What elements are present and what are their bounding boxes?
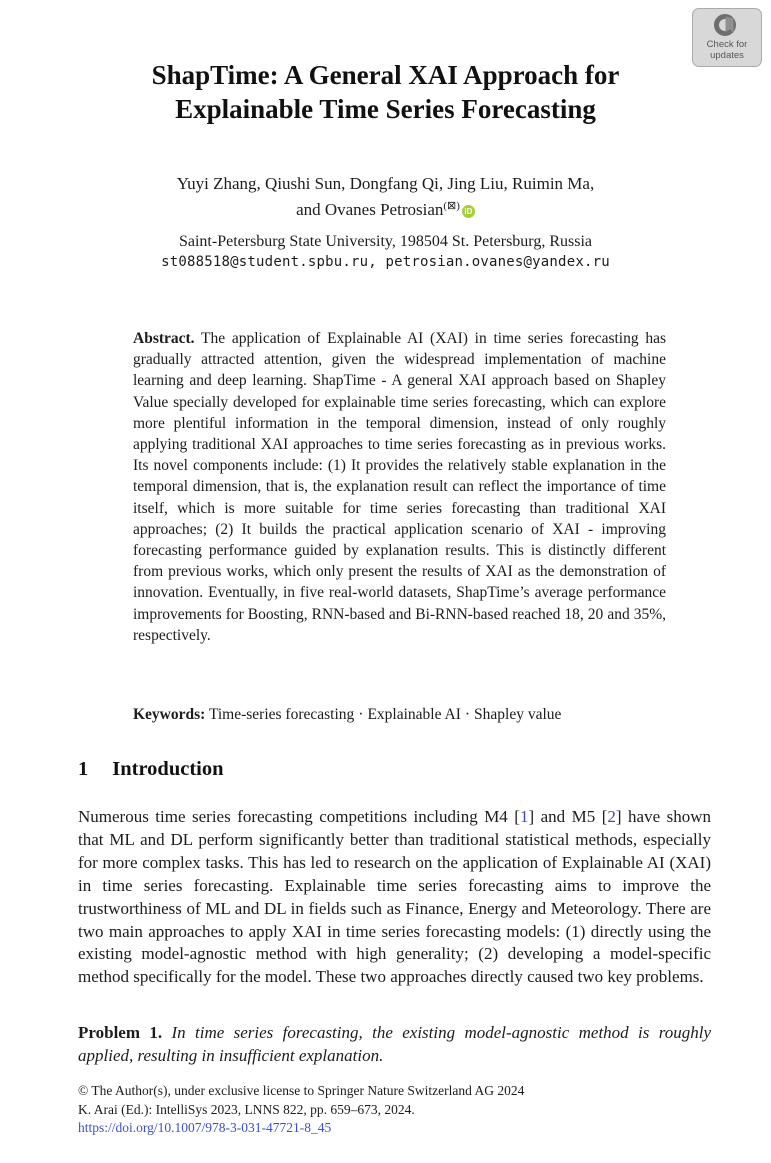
orcid-icon[interactable]: iD — [462, 205, 475, 218]
author-emails: st088518@student.spbu.ru, petrosian.ovanes@yandex.ru — [161, 254, 610, 270]
doi-link[interactable]: https://doi.org/10.1007/978-3-031-47721-8_45 — [78, 1120, 332, 1135]
footer — [78, 1082, 718, 1138]
keywords — [133, 706, 666, 724]
problem-1-paragraph — [78, 1022, 711, 1068]
intro-text: Numerous time series forecasting competitions including M4 [ — [78, 807, 520, 826]
paper-title-line1: ShapTime: A General XAI Approach for — [151, 60, 620, 90]
crossmark-icon — [712, 12, 742, 40]
abstract — [133, 328, 666, 646]
section-title: Introduction — [112, 758, 224, 780]
paper-title-line2: Explainable Time Series Forecasting — [175, 94, 596, 124]
keyword-separator: · — [464, 706, 471, 723]
author-line2 — [0, 195, 771, 221]
paper-title — [0, 58, 771, 126]
keywords-heading: Keywords: — [133, 706, 206, 723]
abstract-text: The application of Explainable AI (XAI) in time series forecasting has gradually attracted attention, given the widespread implementation of machine learning and deep learning. ShapTime - A general XAI approach based on Shapley Value specially developed for explainable time series forecasting, which can explore more plentiful information in the temporal dimension, instead of only roughly applying traditional XAI approaches to time series forecasting as in previous works. Its novel components include: (1) It provides the relatively stable explanation in the temporal dimension, that is, the explanation result can reflect the importance of time itself, which is more suitable for time series forecasting than traditional XAI approaches; (2) It builds the practical application scenario of XAI - improving forecasting performance guided by explanation results. This is distinctly different from previous works, which only present the results of XAI as the demonstration of innovation. Eventually, in five real-world datasets, ShapTime’s average performance improvements for Boosting, RNN-based and Bi-RNN-based reached 18, 20 and 35%, respectively. — [133, 330, 666, 644]
badge-label-line2: updates — [710, 49, 744, 61]
section-1-heading — [78, 758, 711, 781]
intro-text: ] have shown that ML and DL perform significantly better than traditional statistical methods, especially for more complex tasks. This has led to research on the application of Explainable AI (XAI) in time series forecasting. Explainable time series forecasting aims to improve the trustworthiness of ML and DL in fields such as Finance, Energy and Meteorology. There are two main approaches to apply XAI in time series forecasting models: (1) directly using the existing model-agnostic method with high generality; (2) developing a model-specific method specifically for the model. These two approaches directly caused two key problems. — [78, 807, 711, 987]
corresponding-author-envelope-icon[interactable]: (⊠) — [443, 200, 460, 212]
badge-label-line1: Check for — [706, 39, 748, 50]
author-line1: Yuyi Zhang, Qiushi Sun, Dongfang Qi, Jing Liu, Ruimin Ma, — [176, 174, 595, 193]
keyword-item: Shapley value — [474, 706, 562, 723]
keyword-separator: · — [358, 706, 364, 723]
author-list — [0, 172, 771, 221]
citation-2-link[interactable]: 2 — [607, 807, 616, 826]
author-line2-text: and Ovanes Petrosian — [296, 200, 444, 219]
keyword-item: Explainable AI — [367, 706, 461, 723]
citation-1-link[interactable]: 1 — [519, 807, 529, 826]
editor-volume-line: K. Arai (Ed.): IntelliSys 2023, LNNS 822, pp. 659–673, 2024. — [78, 1101, 415, 1117]
problem-1-heading: Problem 1. — [78, 1023, 163, 1042]
affiliation: Saint-Petersburg State University, 198504 St. Petersburg, Russia — [178, 233, 592, 250]
section-number: 1 — [78, 758, 89, 780]
keyword-item: Time-series forecasting — [208, 706, 355, 723]
abstract-heading: Abstract. — [133, 330, 195, 347]
problem-1-text: In time series forecasting, the existing model-agnostic method is roughly applied, resulting in insufficient explanation. — [78, 1023, 711, 1065]
copyright-line: © The Author(s), under exclusive license to Springer Nature Switzerland AG 2024 — [78, 1083, 525, 1098]
intro-text: ] and M5 [ — [528, 807, 608, 826]
introduction-paragraph — [78, 806, 711, 989]
